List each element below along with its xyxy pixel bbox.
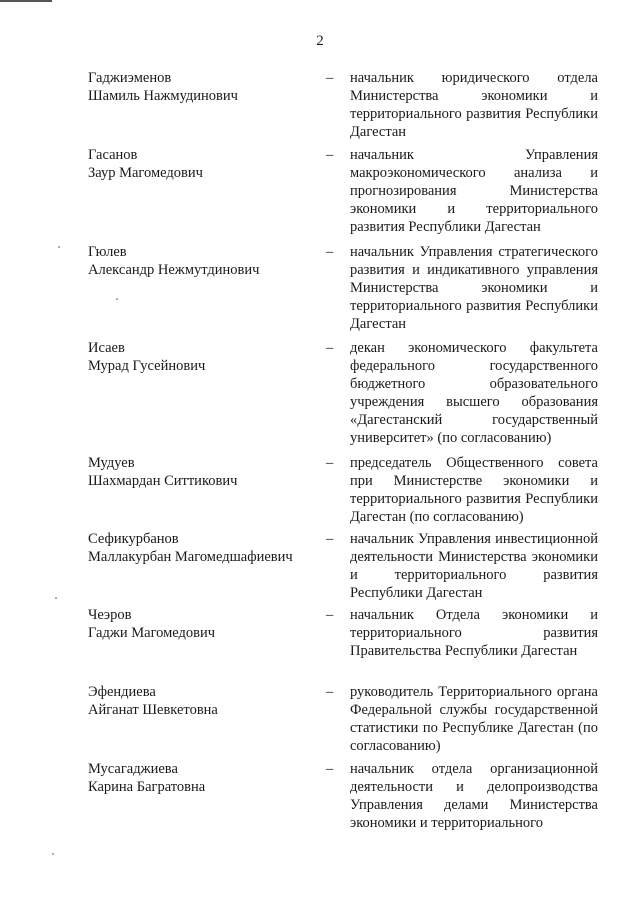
person-position: председатель Общественного совета при Министерстве экономики и территориального развития Республики Дагестан (по согласованию) — [350, 455, 598, 525]
person-name: Гюлев Александр Нежмутдинович — [88, 244, 260, 278]
person-position: начальник Отдела экономики и территориального развития Правительства Республики Дагестан — [350, 607, 598, 659]
person-name: Мусагаджиева Карина Багратовна — [88, 761, 206, 795]
person-name: Эфендиева Айганат Шевкетовна — [88, 684, 218, 718]
person-name: Чеэров Гаджи Магомедович — [88, 607, 216, 641]
person-name: Исаев Мурад Гусейнович — [88, 340, 206, 374]
person-position: начальник юридического отдела Министерства экономики и территориального развития Республики Дагестан — [350, 70, 598, 140]
dash-separator: – — [326, 761, 334, 777]
dash-separator: – — [326, 70, 334, 86]
scan-speck — [58, 246, 60, 248]
scan-speck — [55, 597, 57, 599]
dash-separator: – — [326, 340, 334, 356]
person-position: начальник отдела организационной деятельности и делопроизводства Управления делами Министерства экономики и территориального — [350, 761, 598, 831]
dash-separator: – — [326, 607, 334, 623]
scan-edge-mark — [0, 0, 52, 2]
dash-separator: – — [326, 244, 334, 260]
person-position: руководитель Территориального органа Федеральной службы государственной статистики по Республике Дагестан (по согласованию) — [350, 684, 598, 754]
person-name: Мудуев Шахмардан Ситтикович — [88, 455, 238, 489]
person-name: Гаджиэменов Шамиль Нажмудинович — [88, 70, 238, 104]
person-position: начальник Управления макроэкономического анализа и прогнозирования Министерства экономики и территориального развития Республики Дагестан — [350, 147, 598, 235]
scan-speck — [52, 853, 54, 855]
dash-separator: – — [326, 455, 334, 471]
page-number: 2 — [316, 33, 324, 49]
person-position: начальник Управления инвестиционной деятельности Министерства экономики и территориального развития Республики Дагестан — [350, 531, 598, 601]
dash-separator: – — [326, 684, 334, 700]
dash-separator: – — [326, 531, 334, 547]
dash-separator: – — [326, 147, 334, 163]
person-position: начальник Управления стратегического развития и индикативного управления Министерства экономики и территориального развития Республики Дагестан — [350, 244, 598, 332]
person-position: декан экономического факультета федерального государственного бюджетного образовательного учреждения высшего образования «Дагестанский государственный университет» (по согласованию) — [350, 340, 598, 446]
person-name: Гасанов Заур Магомедович — [88, 147, 203, 181]
person-name: Сефикурбанов Маллакурбан Магомедшафиевич — [88, 531, 293, 565]
scan-speck — [116, 298, 118, 300]
